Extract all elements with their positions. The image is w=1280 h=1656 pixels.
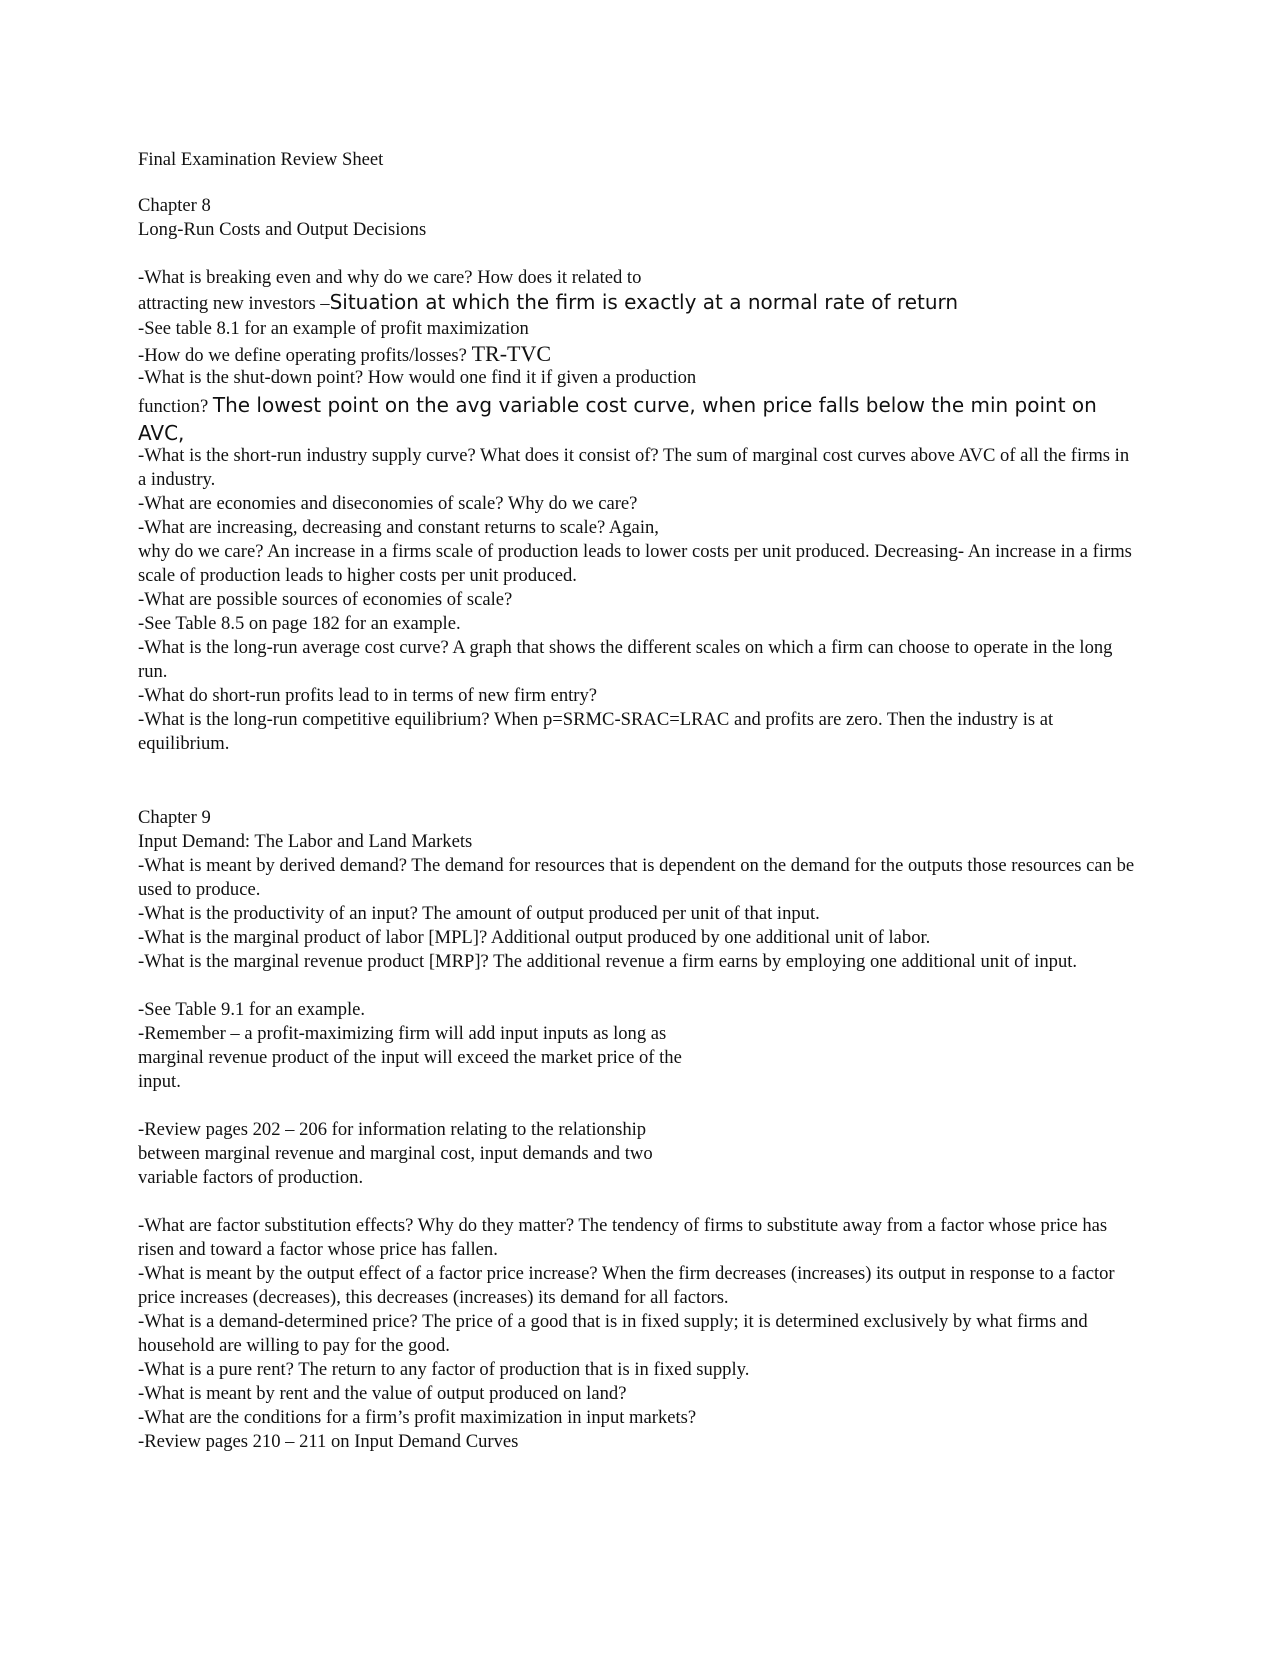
ch9-line-2: -What is the productivity of an input? The amount of output produced per unit of that input. [138,903,820,924]
chapter-8-subtitle: Long-Run Costs and Output Decisions [138,219,427,240]
ch9-line-17: -What are the conditions for a firm’s profit maximization in input markets? [138,1407,697,1428]
ch8-line-4 [138,342,1138,366]
ch9-line-6: -Remember – a profit-maximizing firm will add input inputs as long as [138,1023,667,1044]
ch8-line-6 [138,392,1138,448]
ch9-line-12: -What are factor substitution effects? Why do they matter? The tendency of firms to substitute away from a factor whose price has risen and toward a factor whose price has fallen. [138,1215,1108,1260]
ch9-line-14: -What is a demand-determined price? The price of a good that is in fixed supply; it is determined exclusively by what firms and household are willing to pay for the good. [138,1311,1088,1356]
ch8-line-10: why do we care? An increase in a firms scale of production leads to lower costs per unit produced. Decreasing- An increase in a firms scale of production leads to higher costs per unit produced. [138,541,1132,586]
ch9-line-3: -What is the marginal product of labor [MPL]? Additional output produced by one additional unit of labor. [138,927,931,948]
ch8-line-4-answer: TR-TVC [471,341,552,366]
ch9-line-4: -What is the marginal revenue product [MRP]? The additional revenue a firm earns by employing one additional unit of input. [138,951,1078,972]
ch8-line-13: -What is the long-run average cost curve? A graph that shows the different scales on which a firm can choose to operate in the long run. [138,637,1113,682]
ch9-line-10: between marginal revenue and marginal cost, input demands and two [138,1143,653,1164]
ch9-line-1: -What is meant by derived demand? The demand for resources that is dependent on the demand for the outputs those resources can be used to produce. [138,855,1135,900]
chapter-9-subtitle: Input Demand: The Labor and Land Markets [138,831,473,852]
chapter-8-heading: Chapter 8 [138,195,211,216]
ch9-line-11: variable factors of production. [138,1167,364,1188]
chapter-9-heading: Chapter 9 [138,807,211,828]
ch9-line-8: input. [138,1071,181,1092]
ch9-line-7: marginal revenue product of the input will exceed the market price of the [138,1047,682,1068]
ch9-line-18: -Review pages 210 – 211 on Input Demand Curves [138,1431,519,1452]
ch8-line-11: -What are possible sources of economies of scale? [138,589,513,610]
ch8-line-6-answer: The lowest point on the avg variable cost curve, when price falls below the min point on AVC, [138,393,1097,445]
ch9-line-13: -What is meant by the output effect of a factor price increase? When the firm decreases (increases) its output in response to a factor price increases (decreases), this decreases (increases) its demand for all factors. [138,1263,1115,1308]
ch8-line-1: -What is breaking even and why do we care? How does it related to [138,267,642,288]
ch8-line-6-question: function? [138,396,213,417]
ch9-line-9: -Review pages 202 – 206 for information relating to the relationship [138,1119,647,1140]
ch8-line-15: -What is the long-run competitive equilibrium? When p=SRMC-SRAC=LRAC and profits are zero. Then the industry is at equilibrium. [138,709,1054,754]
ch8-line-2-answer: Situation at which the firm is exactly at a normal rate of return [329,290,959,314]
ch8-line-3: -See table 8.1 for an example of profit maximization [138,318,529,339]
ch8-line-7: -What is the short-run industry supply curve? What does it consist of? The sum of marginal cost curves above AVC of all the firms in a industry. [138,445,1130,490]
ch9-line-15: -What is a pure rent? The return to any factor of production that is in fixed supply. [138,1359,750,1380]
ch8-line-14: -What do short-run profits lead to in terms of new firm entry? [138,685,598,706]
ch8-line-9: -What are increasing, decreasing and constant returns to scale? Again, [138,517,659,538]
ch8-line-2 [138,290,1138,314]
ch8-line-2-question: attracting new investors – [138,293,330,314]
ch8-line-5: -What is the shut-down point? How would one find it if given a production [138,367,697,388]
ch8-line-4-question: -How do we define operating profits/losses? [138,345,472,366]
document-title: Final Examination Review Sheet [138,149,384,170]
ch8-line-8: -What are economies and diseconomies of scale? Why do we care? [138,493,638,514]
ch8-line-12: -See Table 8.5 on page 182 for an example. [138,613,461,634]
ch9-line-16: -What is meant by rent and the value of output produced on land? [138,1383,627,1404]
ch9-line-5: -See Table 9.1 for an example. [138,999,366,1020]
